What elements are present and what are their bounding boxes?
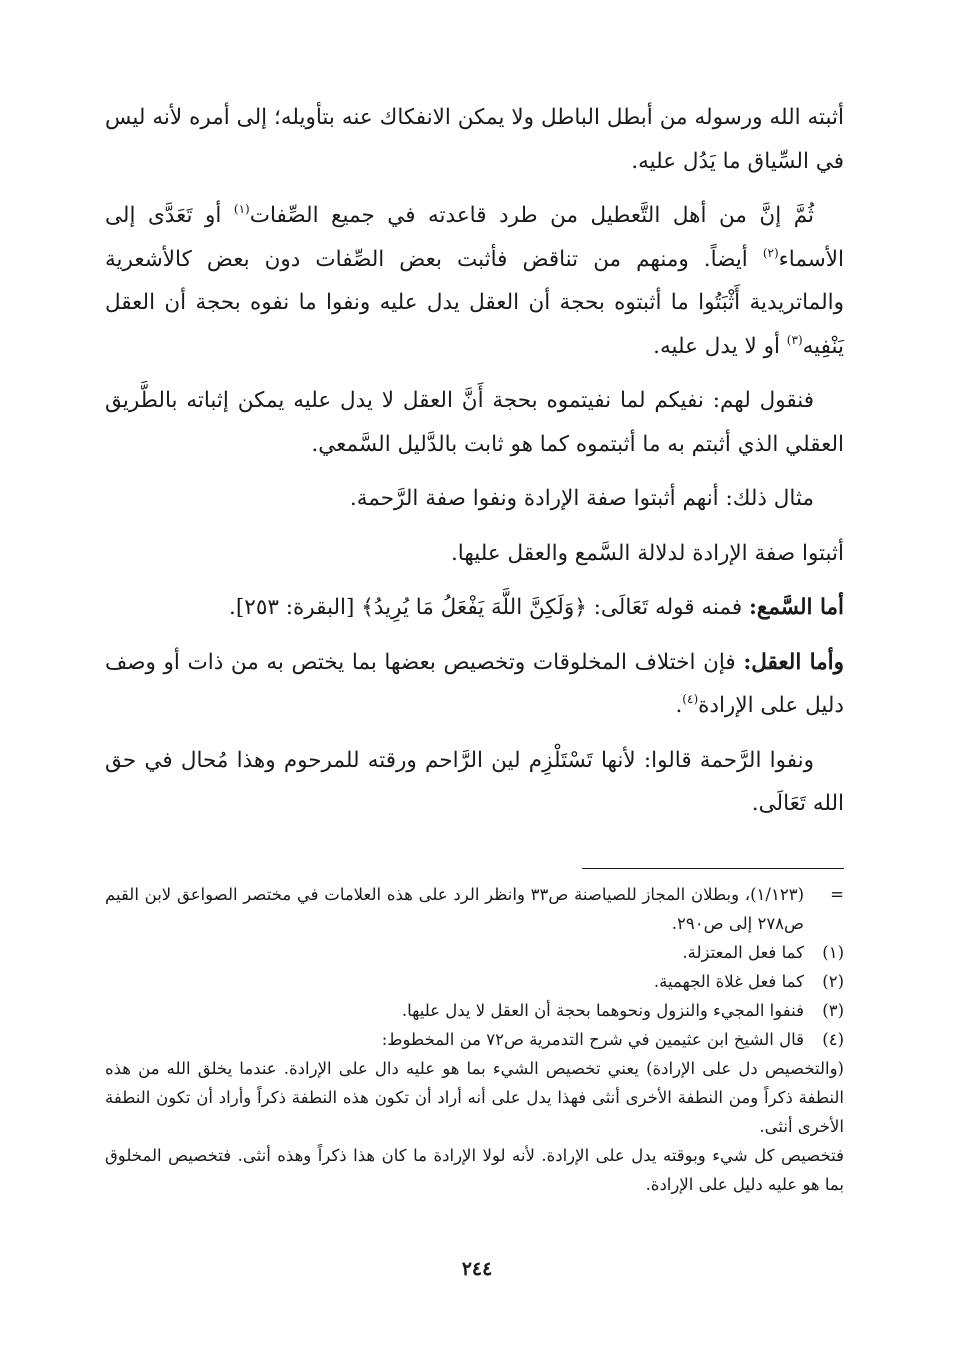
- main-text: [105, 96, 844, 837]
- paragraph-7: [105, 641, 844, 728]
- paragraph-2-part-2: أو تَعَدَّى إلى الأسماء: [105, 203, 844, 272]
- footnote-text: (١/١٢٣)، وبطلان المجاز للصياصنة ص٣٣ وانظر الرد على هذه العلامات في مختصر الصواعق لابن القيم ص٢٧٨ إلى ص٢٩٠.: [105, 885, 804, 933]
- footnote-text: كما فعل المعتزلة.: [682, 943, 804, 962]
- footnote-ref-4[interactable]: (٤): [682, 692, 699, 706]
- paragraph-4: مثال ذلك: أنهم أثبتوا صفة الإرادة ونفوا صفة الرَّحمة.: [349, 486, 814, 511]
- footnote-4: [105, 1025, 844, 1054]
- paragraph-7-tail: .: [675, 693, 683, 718]
- footnote-continuation: [105, 880, 844, 938]
- footnote-text: كما فعل غلاة الجهمية.: [653, 972, 804, 991]
- footnote-text: قال الشيخ ابن عثيمين في شرح التدمرية ص٧٢ من المخطوط:: [381, 1030, 804, 1049]
- footnote-mark: (٢): [822, 972, 844, 991]
- paragraph-2-part-1: ثُمَّ إنَّ من أهل التَّعطيل من طرد قاعدته في جميع الصِّفات: [249, 203, 814, 228]
- footnotes: [105, 880, 844, 1199]
- footnote-ref-2[interactable]: (٢): [762, 245, 779, 260]
- paragraph-2-part-3: أيضاً. ومنهم من تناقض فأثبت بعض الصِّفات دون بعض كالأشعرية والماتريدية أَثْبَتُوا ما أثبتوه بحجة أن العقل يدل عليه ونفوا ما نفوه بحجة أن العقل يَنْفِيه: [105, 246, 844, 359]
- footnote-mark: (١): [822, 943, 844, 962]
- paragraph-3: فنقول لهم: نفيكم لما نفيتموه بحجة أَنَّ العقل لا يدل عليه يمكن إثباته بالطَّريق العقلي الذي أثبتم به ما أثبتموه كما هو ثابت بالدَّليل السَّمعي.: [105, 388, 844, 457]
- footnote-mark: (٣): [822, 1001, 844, 1020]
- footnote-quote-2: فتخصيص كل شيء وبوقته يدل على الإرادة. لأنه لولا الإرادة ما كان هذا ذكراً وهذه أنثى. فتخصيص المخلوق بما هو عليه دليل على الإرادة.: [105, 1146, 844, 1194]
- footnote-mark: =: [830, 885, 844, 904]
- paragraph-1: أثبته الله ورسوله من أبطل الباطل ولا يمكن الانفكاك عنه بتأويله؛ إلى أمره لأنه ليس في السِّياق ما يَدُل عليه.: [105, 105, 844, 174]
- footnote-mark: (٤): [822, 1030, 844, 1049]
- paragraph-5: أثبتوا صفة الإرادة لدلالة السَّمع والعقل عليها.: [450, 540, 844, 566]
- paragraph-2-part-4: أو لا يدل عليه.: [653, 333, 787, 359]
- page-number: ٢٤٤: [461, 1258, 493, 1280]
- paragraph-6: [105, 586, 844, 630]
- footnote-3: [105, 996, 844, 1025]
- paragraph-6-lead: أما السَّمع:: [748, 595, 844, 620]
- paragraph-7-lead: وأما العقل:: [743, 649, 844, 675]
- paragraph-2: [105, 194, 844, 368]
- footnote-divider: [582, 868, 844, 869]
- paragraph-6-text: فمنه قوله تَعَالَى: ﴿وَلَكِنَّ اللَّهَ يَفْعَلُ مَا يُرِيدُ﴾ [البقرة: ٢٥٣].: [229, 595, 749, 620]
- footnote-quote-1: (والتخصيص دل على الإرادة) يعني تخصيص الشيء بما هو عليه دال على الإرادة. عندما يخلق الله من هذه النطفة ذكراً ومن النطفة الأخرى أنثى فهذا يدل على أنه أراد أن تكون هذه النطفة ذكراً وأراد أن تكون النطفة الأخرى أنثى.: [105, 1059, 844, 1136]
- footnote-text: فنفوا المجيء والنزول ونحوهما بحجة أن العقل لا يدل عليها.: [401, 1001, 804, 1020]
- footnote-1: [105, 938, 844, 967]
- footnote-ref-1[interactable]: (١): [233, 202, 250, 216]
- footnote-2: [105, 967, 844, 996]
- paragraph-8: ونفوا الرَّحمة قالوا: لأنها تَسْتَلْزِم لين الرَّاحم ورقته للمرحوم وهذا مُحال في حق الله تَعَالَى.: [105, 747, 844, 816]
- footnote-ref-3[interactable]: (٣): [786, 332, 803, 347]
- paragraph-7-text: فإن اختلاف المخلوقات وتخصيص بعضها بما يختص به من ذات أو وصف دليل على الإرادة: [105, 649, 844, 718]
